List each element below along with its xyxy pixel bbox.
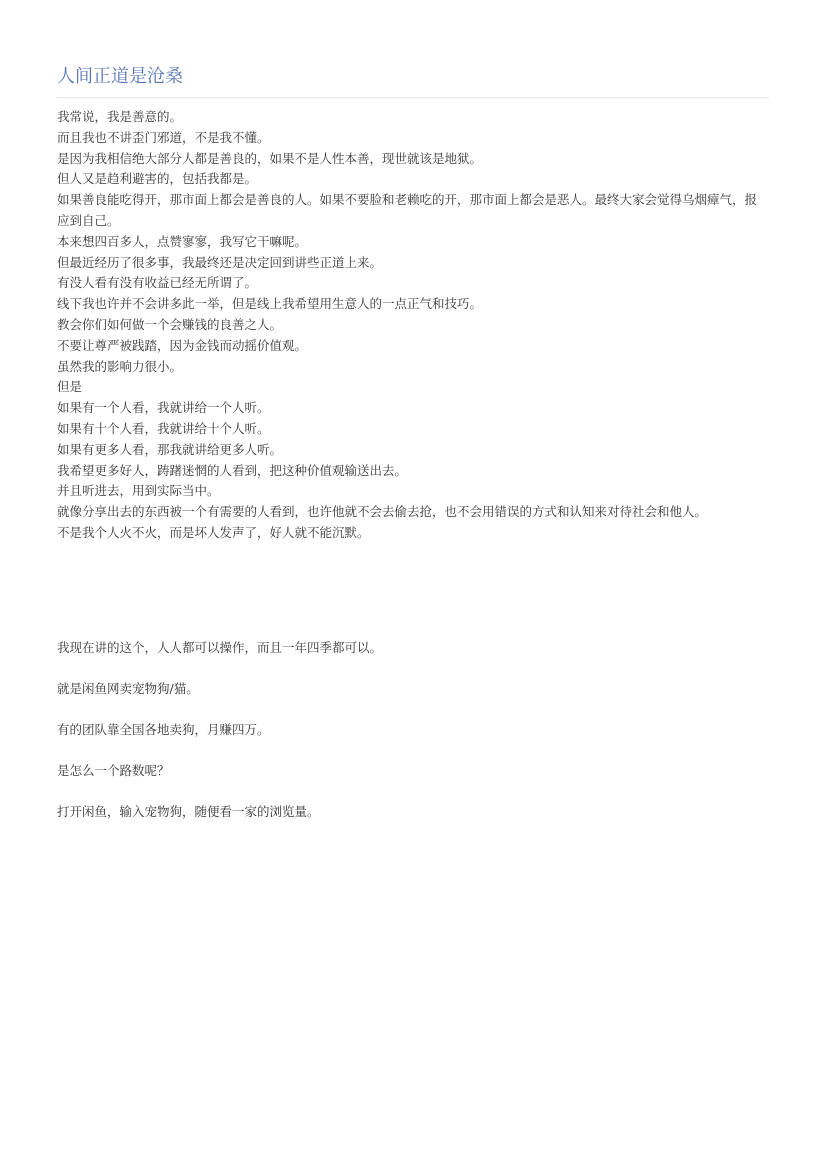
paragraph-line: 教会你们如何做一个会赚钱的良善之人。	[57, 316, 283, 332]
paragraph-line: 是因为我相信绝大部分人都是善良的，如果不是人性本善，现世就该是地狱。	[57, 150, 483, 166]
paragraph-line: 有没人看有没有收益已经无所谓了。	[57, 275, 258, 291]
article-title: 人间正道是沧桑	[57, 66, 183, 87]
body-paragraph: 是怎么一个路数呢？	[57, 762, 170, 778]
paragraph-line: 本来想四百多人，点赞寥寥，我写它干嘛呢。	[57, 233, 308, 249]
paragraph-line: 但人又是趋利避害的，包括我都是。	[57, 171, 258, 187]
paragraph-line: 不是我个人火不火，而是坏人发声了，好人就不能沉默。	[57, 524, 370, 540]
paragraph-line: 我常说，我是善意的。	[57, 109, 183, 124]
title-divider	[57, 97, 769, 98]
article	[57, 0, 769, 843]
body-section	[57, 638, 769, 823]
paragraph-line: 虽然我的影响力很小。	[57, 358, 183, 374]
paragraph-line: 而且我也不讲歪门邪道，不是我不懂。	[57, 129, 270, 145]
paragraph-line: 但是	[57, 379, 83, 395]
paragraph-line: 就像分享出去的东西被一个有需要的人看到，也许他就不会去偷去抢，也不会用错误的方式和认知来对待社会和他人。	[57, 504, 708, 520]
body-paragraph: 就是闲鱼网卖宠物狗/猫。	[57, 680, 199, 696]
paragraph-line: 如果善良能吃得开，那市面上都会是善良的人。如果不要脸和老赖吃的开，那市面上都会是恶人。最终大家会觉得乌烟瘴气，报应到自己。	[57, 192, 758, 228]
paragraph-line: 线下我也许并不会讲多此一举，但是线上我希望用生意人的一点正气和技巧。	[57, 296, 483, 312]
section-spacer	[57, 544, 769, 638]
paragraph-line: 如果有一个人看，我就讲给一个人听。	[57, 400, 270, 416]
body-paragraph: 我现在讲的这个，人人都可以操作，而且一年四季都可以。	[57, 639, 383, 655]
paragraph-line: 不要让尊严被践踏，因为金钱而动摇价值观。	[57, 337, 308, 353]
body-paragraph: 打开闲鱼，输入宠物狗，随便看一家的浏览量。	[57, 803, 320, 819]
paragraph-line: 我希望更多好人，踌躇迷惘的人看到，把这种价值观输送出去。	[57, 462, 408, 478]
paragraph-line: 并且听进去，用到实际当中。	[57, 483, 220, 499]
paragraph-line: 如果有十个人看，我就讲给十个人听。	[57, 420, 270, 436]
intro-section	[57, 107, 769, 544]
paragraph-line: 如果有更多人看，那我就讲给更多人听。	[57, 441, 283, 457]
paragraph-line: 但最近经历了很多事，我最终还是决定回到讲些正道上来。	[57, 254, 383, 270]
body-paragraph: 有的团队靠全国各地卖狗，月赚四万。	[57, 721, 270, 737]
